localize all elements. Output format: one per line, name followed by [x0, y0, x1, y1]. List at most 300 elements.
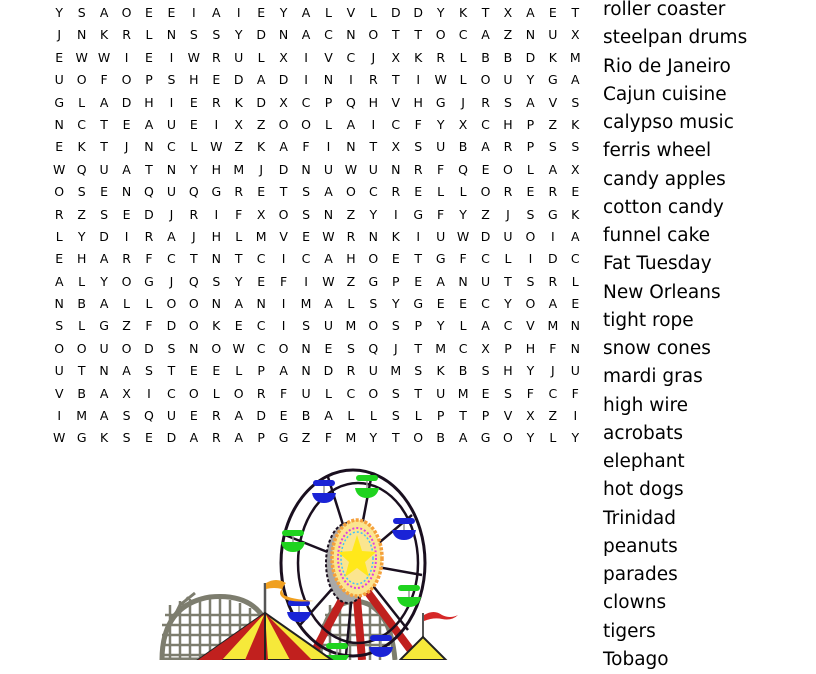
grid-letter[interactable]: D	[166, 318, 177, 334]
grid-letter[interactable]: Q	[458, 161, 469, 177]
grid-letter[interactable]: A	[99, 94, 109, 110]
grid-letter[interactable]: Y	[190, 161, 198, 177]
grid-letter[interactable]: K	[99, 430, 109, 446]
grid-letter[interactable]: L	[190, 139, 198, 155]
grid-letter[interactable]: R	[481, 94, 490, 110]
grid-letter[interactable]: F	[145, 251, 153, 267]
grid-letter[interactable]: Z	[256, 116, 266, 132]
grid-letter[interactable]: O	[188, 318, 199, 334]
grid-letter[interactable]: Z	[122, 318, 131, 334]
grid-letter[interactable]: I	[281, 318, 286, 334]
grid-letter[interactable]: E	[122, 206, 131, 222]
grid-letter[interactable]: D	[323, 363, 334, 379]
grid-letter[interactable]: R	[436, 49, 445, 65]
grid-letter[interactable]: L	[235, 363, 243, 379]
grid-letter[interactable]: R	[346, 228, 356, 244]
grid-letter[interactable]: N	[525, 27, 536, 43]
grid-letter[interactable]: A	[481, 139, 490, 155]
grid-letter[interactable]: N	[54, 296, 64, 312]
grid-letter[interactable]: O	[413, 430, 424, 446]
grid-letter[interactable]: I	[416, 72, 421, 88]
grid-letter[interactable]: A	[548, 161, 558, 177]
grid-letter[interactable]: N	[301, 161, 311, 177]
grid-letter[interactable]: E	[55, 139, 64, 155]
grid-letter[interactable]: I	[551, 228, 555, 244]
grid-letter[interactable]: R	[548, 273, 558, 289]
grid-letter[interactable]: A	[212, 5, 221, 20]
grid-letter[interactable]: M	[345, 430, 357, 446]
grid-letter[interactable]: I	[528, 251, 533, 267]
grid-letter[interactable]: L	[414, 408, 422, 424]
grid-letter[interactable]: D	[166, 430, 177, 446]
grid-letter[interactable]: S	[504, 94, 512, 110]
grid-letter[interactable]: E	[436, 296, 445, 312]
grid-letter[interactable]: E	[481, 161, 490, 177]
grid-letter[interactable]: L	[145, 296, 153, 312]
grid-letter[interactable]: O	[121, 340, 132, 356]
grid-letter[interactable]: H	[144, 94, 154, 110]
grid-letter[interactable]: L	[55, 228, 63, 244]
grid-letter[interactable]: V	[346, 5, 356, 20]
grid-letter[interactable]: A	[279, 363, 288, 379]
grid-letter[interactable]: M	[390, 363, 402, 379]
grid-letter[interactable]: Q	[188, 184, 199, 200]
grid-letter[interactable]: A	[458, 430, 468, 446]
grid-letter[interactable]: Q	[144, 408, 154, 424]
grid-letter[interactable]: N	[256, 296, 266, 312]
grid-letter[interactable]: U	[234, 49, 244, 65]
grid-letter[interactable]: E	[212, 363, 221, 379]
grid-letter[interactable]: T	[504, 273, 512, 289]
grid-letter[interactable]: P	[257, 363, 265, 379]
grid-letter[interactable]: O	[166, 296, 177, 312]
grid-letter[interactable]: M	[457, 385, 469, 401]
grid-letter[interactable]: S	[100, 206, 109, 222]
grid-letter[interactable]: N	[166, 27, 177, 43]
grid-letter[interactable]: S	[302, 318, 310, 334]
grid-letter[interactable]: O	[278, 340, 289, 356]
grid-letter[interactable]: S	[414, 139, 423, 155]
grid-letter[interactable]: L	[526, 161, 534, 177]
grid-letter[interactable]: E	[324, 340, 333, 356]
grid-letter[interactable]: I	[304, 49, 308, 65]
grid-letter[interactable]: F	[459, 251, 467, 267]
grid-letter[interactable]: T	[414, 27, 423, 43]
grid-letter[interactable]: A	[54, 273, 64, 289]
grid-letter[interactable]: I	[236, 5, 241, 20]
grid-letter[interactable]: L	[459, 49, 467, 65]
grid-letter[interactable]: A	[571, 72, 580, 88]
grid-letter[interactable]: I	[169, 94, 174, 110]
grid-letter[interactable]: I	[393, 206, 398, 222]
grid-letter[interactable]: E	[526, 184, 535, 200]
grid-letter[interactable]: U	[503, 72, 513, 88]
grid-letter[interactable]: K	[257, 139, 266, 155]
grid-letter[interactable]: R	[503, 139, 513, 155]
grid-letter[interactable]: V	[526, 318, 535, 334]
grid-letter[interactable]: N	[211, 251, 221, 267]
grid-letter[interactable]: R	[211, 49, 221, 65]
grid-letter[interactable]: L	[347, 296, 355, 312]
grid-letter[interactable]: T	[100, 116, 108, 132]
grid-letter[interactable]: L	[437, 184, 445, 200]
grid-letter[interactable]: U	[368, 161, 378, 177]
grid-letter[interactable]: K	[436, 363, 445, 379]
grid-letter[interactable]: E	[234, 318, 243, 334]
grid-letter[interactable]: P	[145, 72, 153, 88]
grid-letter[interactable]: S	[481, 363, 490, 379]
grid-letter[interactable]: J	[124, 139, 129, 155]
grid-letter[interactable]: U	[436, 228, 446, 244]
grid-letter[interactable]: Y	[571, 430, 580, 446]
grid-letter[interactable]: K	[548, 49, 557, 65]
grid-letter[interactable]: R	[503, 184, 513, 200]
grid-letter[interactable]: V	[391, 94, 401, 110]
grid-letter[interactable]: P	[257, 430, 265, 446]
grid-letter[interactable]: O	[368, 385, 379, 401]
grid-letter[interactable]: A	[234, 296, 243, 312]
grid-letter[interactable]: U	[323, 318, 334, 334]
grid-letter[interactable]: F	[414, 116, 422, 132]
grid-letter[interactable]: E	[548, 5, 557, 20]
grid-letter[interactable]: R	[391, 184, 401, 200]
grid-letter[interactable]: C	[481, 251, 490, 267]
grid-letter[interactable]: I	[124, 49, 129, 65]
grid-letter[interactable]: I	[147, 385, 151, 401]
grid-letter[interactable]: M	[569, 49, 581, 65]
grid-letter[interactable]: Y	[526, 430, 535, 446]
grid-letter[interactable]: R	[54, 206, 64, 222]
grid-letter[interactable]: K	[391, 228, 400, 244]
grid-letter[interactable]: A	[436, 273, 445, 289]
grid-letter[interactable]: O	[480, 184, 491, 200]
grid-letter[interactable]: I	[416, 228, 421, 244]
grid-letter[interactable]: I	[192, 5, 196, 20]
grid-letter[interactable]: X	[234, 116, 243, 132]
grid-letter[interactable]: C	[548, 385, 558, 401]
grid-letter[interactable]: X	[503, 5, 513, 20]
grid-letter[interactable]: G	[211, 184, 222, 200]
grid-letter[interactable]: U	[166, 184, 176, 200]
grid-letter[interactable]: P	[481, 408, 490, 424]
grid-letter[interactable]: D	[278, 72, 289, 88]
grid-letter[interactable]: C	[77, 116, 87, 132]
grid-letter[interactable]: O	[368, 27, 379, 43]
grid-letter[interactable]: E	[145, 430, 153, 446]
grid-letter[interactable]: G	[54, 94, 65, 110]
grid-letter[interactable]: W	[322, 228, 335, 244]
grid-letter[interactable]: O	[503, 161, 513, 177]
grid-letter[interactable]: O	[54, 340, 65, 356]
grid-letter[interactable]: N	[99, 363, 109, 379]
grid-letter[interactable]: J	[57, 27, 62, 43]
grid-letter[interactable]: C	[481, 116, 490, 132]
grid-letter[interactable]: A	[99, 385, 109, 401]
grid-letter[interactable]: O	[121, 273, 132, 289]
grid-letter[interactable]: K	[99, 27, 109, 43]
grid-letter[interactable]: O	[278, 206, 289, 222]
grid-letter[interactable]: L	[369, 5, 377, 20]
grid-letter[interactable]: T	[414, 340, 423, 356]
grid-letter[interactable]: A	[481, 318, 490, 334]
grid-letter[interactable]: A	[301, 27, 311, 43]
grid-letter[interactable]: C	[324, 27, 333, 43]
grid-letter[interactable]: C	[167, 251, 176, 267]
grid-letter[interactable]: A	[571, 228, 580, 244]
grid-letter[interactable]: P	[392, 273, 400, 289]
grid-letter[interactable]: C	[301, 251, 311, 267]
grid-letter[interactable]: E	[571, 296, 580, 312]
grid-letter[interactable]: G	[413, 296, 424, 312]
grid-letter[interactable]: I	[304, 273, 308, 289]
grid-letter[interactable]: Z	[346, 206, 356, 222]
grid-letter[interactable]: A	[122, 161, 131, 177]
grid-letter[interactable]: L	[212, 385, 220, 401]
grid-letter[interactable]: Z	[503, 27, 513, 43]
grid-letter[interactable]: V	[279, 228, 288, 244]
grid-letter[interactable]: J	[192, 228, 196, 244]
grid-letter[interactable]: F	[571, 385, 579, 401]
grid-letter[interactable]: U	[436, 139, 446, 155]
grid-letter[interactable]: N	[570, 318, 580, 334]
grid-letter[interactable]: O	[345, 184, 356, 200]
grid-letter[interactable]: I	[124, 228, 129, 244]
grid-letter[interactable]: N	[391, 161, 401, 177]
grid-letter[interactable]: N	[346, 139, 356, 155]
grid-letter[interactable]: D	[390, 5, 401, 20]
grid-letter[interactable]: O	[233, 385, 244, 401]
grid-letter[interactable]: Y	[279, 5, 288, 20]
grid-letter[interactable]: K	[234, 94, 243, 110]
grid-letter[interactable]: A	[548, 296, 558, 312]
grid-letter[interactable]: E	[279, 408, 288, 424]
grid-letter[interactable]: T	[190, 251, 198, 267]
grid-letter[interactable]: B	[503, 49, 513, 65]
grid-letter[interactable]: L	[78, 94, 86, 110]
grid-letter[interactable]: I	[214, 116, 219, 132]
grid-letter[interactable]: N	[121, 184, 132, 200]
grid-letter[interactable]: Q	[76, 161, 87, 177]
grid-letter[interactable]: N	[323, 206, 334, 222]
grid-letter[interactable]: S	[504, 385, 512, 401]
grid-letter[interactable]: S	[571, 94, 580, 110]
grid-letter[interactable]: T	[145, 161, 153, 177]
grid-letter[interactable]: H	[189, 72, 199, 88]
grid-letter[interactable]: G	[480, 430, 491, 446]
grid-letter[interactable]: A	[189, 430, 199, 446]
grid-letter[interactable]: H	[346, 251, 356, 267]
grid-letter[interactable]: L	[459, 318, 467, 334]
grid-letter[interactable]: N	[189, 340, 199, 356]
grid-letter[interactable]: U	[99, 340, 109, 356]
grid-letter[interactable]: Y	[234, 273, 243, 289]
grid-letter[interactable]: Q	[345, 94, 356, 110]
grid-letter[interactable]: I	[326, 139, 331, 155]
grid-letter[interactable]: W	[210, 139, 223, 155]
grid-letter[interactable]: D	[256, 27, 266, 43]
grid-letter[interactable]: U	[480, 273, 491, 289]
grid-letter[interactable]: P	[436, 408, 445, 424]
grid-letter[interactable]: A	[256, 72, 266, 88]
grid-letter[interactable]: E	[257, 273, 266, 289]
grid-letter[interactable]: V	[548, 94, 558, 110]
grid-letter[interactable]: J	[506, 206, 510, 222]
grid-letter[interactable]: D	[525, 49, 536, 65]
grid-letter[interactable]: F	[437, 161, 445, 177]
grid-letter[interactable]: A	[99, 408, 109, 424]
grid-letter[interactable]: C	[391, 116, 401, 132]
grid-letter[interactable]: E	[145, 5, 153, 20]
grid-letter[interactable]: U	[166, 408, 176, 424]
grid-letter[interactable]: J	[169, 273, 174, 289]
grid-letter[interactable]: G	[435, 251, 446, 267]
grid-letter[interactable]: G	[99, 318, 109, 334]
grid-letter[interactable]: B	[458, 363, 468, 379]
grid-letter[interactable]: B	[436, 430, 445, 446]
grid-letter[interactable]: M	[255, 228, 267, 244]
grid-letter[interactable]: K	[571, 116, 580, 132]
grid-letter[interactable]: M	[345, 318, 357, 334]
grid-letter[interactable]: L	[257, 49, 265, 65]
grid-letter[interactable]: E	[167, 5, 176, 20]
grid-letter[interactable]: M	[76, 408, 88, 424]
grid-letter[interactable]: A	[301, 5, 311, 20]
grid-letter[interactable]: N	[54, 116, 64, 132]
grid-letter[interactable]: N	[144, 139, 154, 155]
grid-letter[interactable]: G	[278, 430, 289, 446]
grid-letter[interactable]: S	[391, 385, 400, 401]
grid-letter[interactable]: F	[324, 430, 333, 446]
grid-letter[interactable]: H	[76, 251, 87, 267]
grid-letter[interactable]: W	[53, 430, 66, 446]
grid-letter[interactable]: C	[481, 296, 490, 312]
grid-letter[interactable]: G	[368, 273, 379, 289]
grid-letter[interactable]: O	[525, 296, 536, 312]
grid-letter[interactable]: X	[526, 408, 535, 424]
grid-letter[interactable]: F	[437, 206, 445, 222]
grid-letter[interactable]: A	[167, 228, 176, 244]
grid-letter[interactable]: L	[145, 27, 153, 43]
grid-letter[interactable]: L	[549, 430, 557, 446]
grid-letter[interactable]: S	[526, 273, 535, 289]
grid-letter[interactable]: X	[391, 49, 401, 65]
grid-letter[interactable]: G	[76, 430, 87, 446]
grid-letter[interactable]: X	[122, 385, 131, 401]
grid-letter[interactable]: W	[75, 49, 88, 65]
grid-letter[interactable]: A	[324, 296, 333, 312]
grid-letter[interactable]: A	[144, 116, 154, 132]
grid-letter[interactable]: S	[189, 27, 198, 43]
grid-letter[interactable]: X	[570, 27, 580, 43]
grid-letter[interactable]: O	[76, 72, 87, 88]
grid-letter[interactable]: L	[78, 318, 86, 334]
grid-letter[interactable]: T	[391, 72, 400, 88]
grid-letter[interactable]: T	[77, 363, 86, 379]
grid-letter[interactable]: V	[54, 385, 64, 401]
grid-letter[interactable]: X	[481, 340, 490, 356]
grid-letter[interactable]: Z	[481, 206, 490, 222]
grid-letter[interactable]: A	[526, 5, 535, 20]
grid-letter[interactable]: N	[278, 27, 289, 43]
grid-letter[interactable]: J	[551, 363, 555, 379]
grid-letter[interactable]: G	[413, 206, 424, 222]
grid-letter[interactable]: A	[324, 251, 333, 267]
grid-letter[interactable]: N	[211, 296, 221, 312]
grid-letter[interactable]: T	[391, 27, 400, 43]
grid-letter[interactable]: R	[256, 385, 266, 401]
grid-letter[interactable]: A	[234, 408, 243, 424]
grid-letter[interactable]: F	[145, 318, 153, 334]
grid-letter[interactable]: N	[346, 27, 356, 43]
grid-letter[interactable]: H	[525, 340, 536, 356]
grid-letter[interactable]: J	[461, 94, 465, 110]
grid-letter[interactable]: O	[121, 5, 132, 20]
grid-letter[interactable]: I	[281, 251, 286, 267]
grid-letter[interactable]: R	[234, 184, 244, 200]
grid-letter[interactable]: Y	[436, 5, 445, 20]
grid-letter[interactable]: I	[169, 49, 174, 65]
grid-letter[interactable]: I	[304, 72, 308, 88]
grid-letter[interactable]: B	[77, 385, 86, 401]
grid-letter[interactable]: D	[121, 94, 132, 110]
grid-letter[interactable]: U	[323, 161, 334, 177]
grid-letter[interactable]: O	[480, 72, 491, 88]
grid-letter[interactable]: N	[368, 228, 379, 244]
grid-letter[interactable]: A	[324, 408, 333, 424]
grid-letter[interactable]: U	[54, 363, 64, 379]
grid-letter[interactable]: R	[548, 184, 558, 200]
grid-letter[interactable]: S	[548, 139, 557, 155]
grid-letter[interactable]: T	[279, 184, 288, 200]
grid-letter[interactable]: Y	[459, 206, 467, 222]
grid-letter[interactable]: I	[57, 408, 62, 424]
grid-letter[interactable]: E	[122, 116, 131, 132]
grid-letter[interactable]: D	[99, 228, 109, 244]
grid-letter[interactable]: T	[167, 363, 176, 379]
grid-letter[interactable]: R	[122, 251, 131, 267]
grid-letter[interactable]: A	[122, 363, 131, 379]
grid-letter[interactable]: L	[369, 408, 377, 424]
grid-letter[interactable]: S	[167, 340, 176, 356]
grid-letter[interactable]: C	[256, 340, 266, 356]
grid-letter[interactable]: P	[414, 318, 422, 334]
grid-letter[interactable]: N	[570, 340, 580, 356]
grid-letter[interactable]: S	[212, 27, 221, 43]
grid-letter[interactable]: Z	[301, 430, 311, 446]
grid-letter[interactable]: A	[346, 116, 356, 132]
grid-letter[interactable]: Z	[234, 139, 243, 155]
grid-letter[interactable]: T	[414, 251, 423, 267]
grid-letter[interactable]: G	[144, 273, 154, 289]
grid-letter[interactable]: O	[188, 385, 199, 401]
grid-letter[interactable]: F	[279, 273, 288, 289]
grid-letter[interactable]: T	[414, 385, 423, 401]
grid-letter[interactable]: T	[234, 251, 243, 267]
grid-letter[interactable]: O	[211, 340, 222, 356]
grid-letter[interactable]: D	[480, 228, 491, 244]
grid-letter[interactable]: M	[547, 318, 559, 334]
grid-letter[interactable]: S	[167, 72, 176, 88]
grid-letter[interactable]: X	[279, 94, 288, 110]
grid-letter[interactable]: B	[481, 49, 490, 65]
grid-letter[interactable]: Y	[100, 273, 108, 289]
grid-letter[interactable]: K	[77, 139, 86, 155]
grid-letter[interactable]: C	[458, 340, 468, 356]
grid-letter[interactable]: H	[503, 116, 513, 132]
grid-letter[interactable]: S	[77, 5, 86, 20]
grid-letter[interactable]: E	[100, 184, 109, 200]
grid-letter[interactable]: L	[235, 228, 243, 244]
